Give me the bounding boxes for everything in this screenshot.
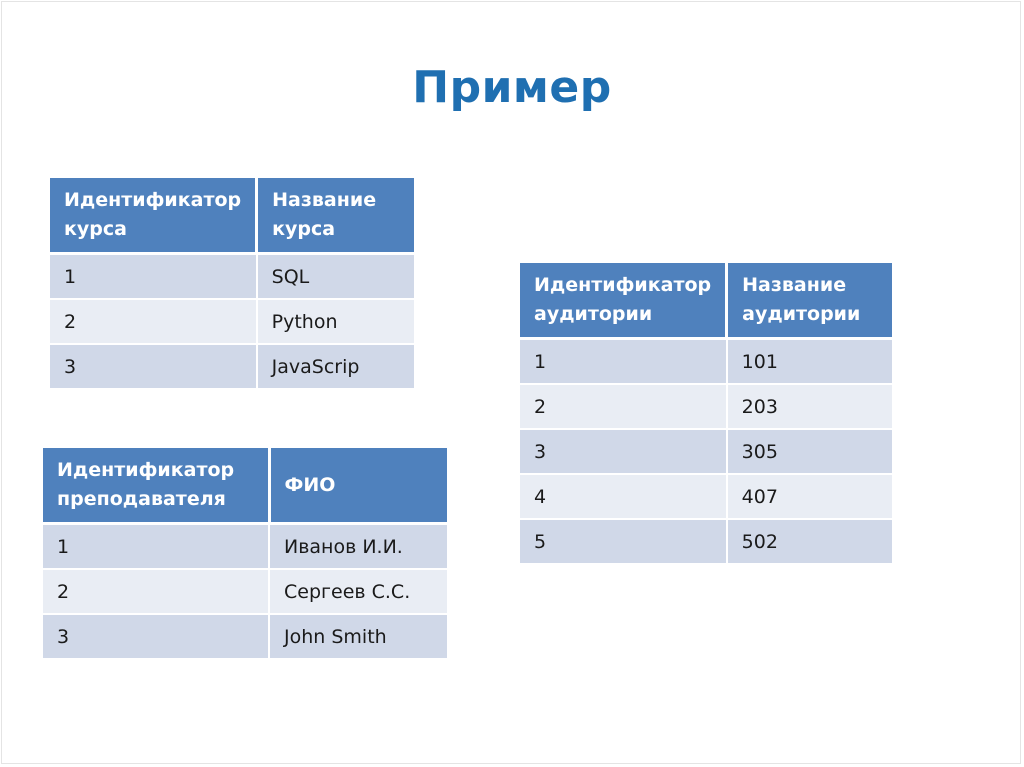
rooms-table <box>520 263 892 565</box>
courses-header-name: Название курса <box>257 178 414 254</box>
teachers-cell-id: 2 <box>43 569 269 614</box>
rooms-header-name: Название аудитории <box>727 263 892 339</box>
rooms-cell-name: 502 <box>727 519 892 564</box>
rooms-cell-id: 2 <box>520 384 727 429</box>
teachers-table <box>43 448 447 660</box>
teachers-cell-name: Сергеев С.С. <box>269 569 447 614</box>
teachers-cell-id: 3 <box>43 614 269 659</box>
rooms-cell-name: 305 <box>727 429 892 474</box>
table-row <box>43 569 447 614</box>
table-row <box>50 254 414 300</box>
table-row <box>520 474 892 519</box>
table-row <box>520 339 892 385</box>
courses-cell-id: 2 <box>50 299 257 344</box>
rooms-cell-id: 4 <box>520 474 727 519</box>
courses-cell-name: Python <box>257 299 414 344</box>
teachers-header-name: ФИО <box>269 448 447 524</box>
table-row <box>43 614 447 659</box>
courses-cell-id: 1 <box>50 254 257 300</box>
courses-cell-name: JavaScrip <box>257 344 414 389</box>
table-row <box>50 299 414 344</box>
rooms-cell-name: 407 <box>727 474 892 519</box>
rooms-header-row <box>520 263 892 339</box>
teachers-cell-name: Иванов И.И. <box>269 524 447 570</box>
table-row <box>520 384 892 429</box>
rooms-cell-name: 203 <box>727 384 892 429</box>
rooms-cell-id: 1 <box>520 339 727 385</box>
courses-header-row <box>50 178 414 254</box>
table-row <box>50 344 414 389</box>
table-row <box>520 519 892 564</box>
rooms-header-id: Идентификатор аудитории <box>520 263 727 339</box>
table-row <box>43 524 447 570</box>
table-row <box>520 429 892 474</box>
courses-cell-name: SQL <box>257 254 414 300</box>
courses-table <box>50 178 414 390</box>
courses-header-id: Идентификатор курса <box>50 178 257 254</box>
teachers-header-id: Идентификатор преподавателя <box>43 448 269 524</box>
teachers-cell-id: 1 <box>43 524 269 570</box>
rooms-cell-id: 3 <box>520 429 727 474</box>
slide-title: Пример <box>412 62 612 113</box>
courses-cell-id: 3 <box>50 344 257 389</box>
teachers-cell-name: John Smith <box>269 614 447 659</box>
teachers-header-row <box>43 448 447 524</box>
rooms-cell-name: 101 <box>727 339 892 385</box>
rooms-cell-id: 5 <box>520 519 727 564</box>
